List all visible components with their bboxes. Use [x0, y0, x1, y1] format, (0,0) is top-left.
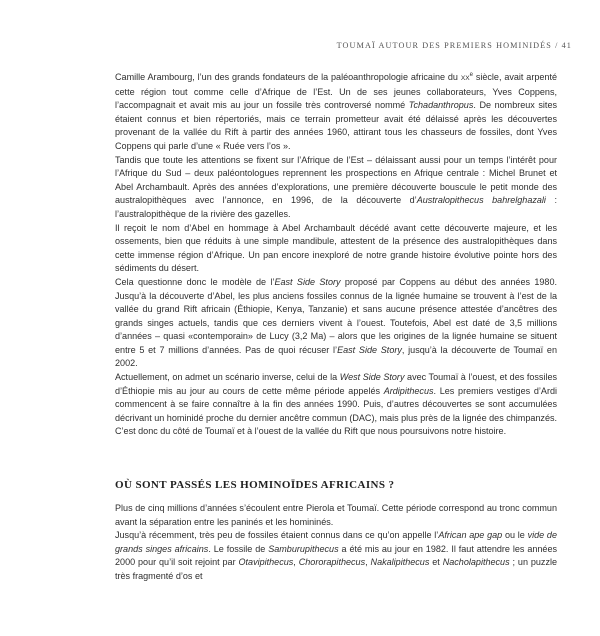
- p1-century-sup: e: [469, 71, 473, 78]
- p7-italic-1: African ape gap: [438, 530, 503, 541]
- p1-text-b: siècle, avait arpenté cette région tout comme celle d’Afrique de l’Est. Un de ses jeunes collaborateurs, Yves Coppens, l’accompagnait et avait mis au jour un fossile très controversé nommé: [115, 72, 557, 111]
- p4-text-a: Cela questionne donc le modèle de l’: [115, 276, 275, 287]
- paragraph-7: [115, 529, 557, 583]
- p1-text-a: Camille Arambourg, l’un des grands fondateurs de la paléoanthropologie africaine du: [115, 72, 461, 82]
- p2-italic-1: Australopithecus bahrelghazali: [416, 195, 546, 206]
- running-header: TOUMAÏ AUTOUR DES PREMIERS HOMINIDÉS / 41: [336, 41, 572, 50]
- paragraph-3: Il reçoit le nom d’Abel en hommage à Abel Archambault décédé avant cette découverte majeure, et les ossements, bien que réduits à une simple mandibule, attestent de la présence des australopithèques dans cette immense région d’Afrique. Un pan encore inexploré de notre grande histoire évolutive pointe hors des sédiments du désert.: [115, 222, 557, 274]
- p4-italic-2: East Side Story: [337, 344, 402, 355]
- p7-text-e: ,: [293, 557, 299, 568]
- p2-text-b: : l’australopithèque de la rivière des gazelles.: [115, 195, 558, 219]
- p5-italic-1: West Side Story: [339, 372, 405, 383]
- p5-text-b: avec Toumaï à l’ouest, et des fossiles d’Éthiopie mis au jour au cours de cette même période appelés: [115, 372, 557, 396]
- p7-text-d: a été mis au jour en 1982. Il faut attendre les années 2000 pour qu’il soit rejoint par: [115, 543, 558, 568]
- p5-text-a: Actuellement, on admet un scénario inverse, celui de la: [115, 372, 340, 383]
- p7-text-b: ou le: [502, 530, 528, 541]
- p7-italic-4: Otavipithecus: [238, 557, 294, 568]
- p1-text-c: . De nombreux sites étaient connus et bien répertoriés, mais ce terrain prometteur avait été délaissé après les découvertes provenant de la vallée du Rift à partir des années 1960, attirant tous les chasseurs de fossiles, dont Yves Coppens qui parle d’une « Ruée vers l’os ».: [115, 100, 558, 151]
- paragraph-4: [115, 276, 557, 371]
- paragraph-6: Plus de cinq millions d’années s’écoulent entre Pierola et Toumaï. Cette période correspond au tronc commun avant la séparation entre les paninés et les homininés.: [115, 503, 557, 527]
- body-text-section-1: [115, 71, 557, 439]
- p1-century: XX: [460, 75, 470, 82]
- p7-italic-2: vide de grands singes africains: [115, 530, 557, 554]
- p5-text-c: . Les premiers vestiges d’Ardi commencent à se faire connaître à la fin des années 1990. Puis, d’autres découvertes se sont accumulées décrivant un hominidé proche du dernier ancêtre commun (DAC), mais plus près de la lignée des chimpanzés. C’est donc du côté de Toumaï et à l’ouest de la vallée du Rift que nous poursuivons notre histoire.: [115, 385, 558, 437]
- p7-italic-5: Chororapithecus: [298, 557, 366, 568]
- p7-italic-7: Nacholapithecus: [442, 557, 510, 568]
- p5-italic-2: Ardipithecus: [383, 385, 434, 396]
- p7-text-h: ; un puzzle très fragmenté d’os et: [115, 557, 558, 581]
- p7-italic-3: Samburupithecus: [268, 543, 339, 554]
- section-heading: OÙ SONT PASSÉS LES HOMINOÏDES AFRICAINS ?: [115, 479, 395, 491]
- p4-text-b: proposé par Coppens au début des années 1980. Jusqu’à la découverte d’Abel, les plus anciens fossiles connus de la lignée humaine se trouvent à l’est de la vallée du grand Rift africain (Éthiopie, Kenya, Tanzanie) et sans aucune présence attestée d’ancêtres des grands singes actuels, tandis que ces derniers vivent à l’ouest. Toutefois, Abel est daté de 3,5 millions d’années – quasi «contemporain» de Lucy (3,2 Ma) – alors que les origines de la lignée humaine se situent entre 5 et 7 millions d’années. Pas de quoi récuser l’: [115, 276, 558, 355]
- p7-text-c: . Le fossile de: [208, 543, 269, 554]
- paragraph-1: [115, 71, 557, 154]
- p2-text-a: Tandis que toute les attentions se fixent sur l’Afrique de l’Est – délaissant aussi pour un temps l’intérêt pour l’Afrique du Sud – deux paléontologues reprennent les prospections en Afrique centrale : Michel Brunet et Abel Archambault. Après des années d’explorations, une première découverte bouscule le petit monde des australopithèques avec l’annonce, en 1996, de la découverte d’: [115, 154, 557, 206]
- paragraph-2: [115, 154, 557, 222]
- paragraph-5: [115, 371, 557, 439]
- p4-text-c: , jusqu’à la découverte de Toumaï en 2002.: [115, 344, 557, 369]
- p1-italic-1: Tchadanthropus: [408, 100, 474, 111]
- p7-text-g: et: [429, 557, 443, 568]
- p7-text-f: ,: [365, 557, 371, 568]
- p7-text-a: Jusqu’à récemment, très peu de fossiles étaient connus dans ce qu’on appelle l’: [115, 530, 439, 541]
- p7-italic-6: Nakalipithecus: [370, 557, 430, 568]
- body-text-section-2: [115, 502, 557, 584]
- p4-italic-1: East Side Story: [274, 276, 341, 287]
